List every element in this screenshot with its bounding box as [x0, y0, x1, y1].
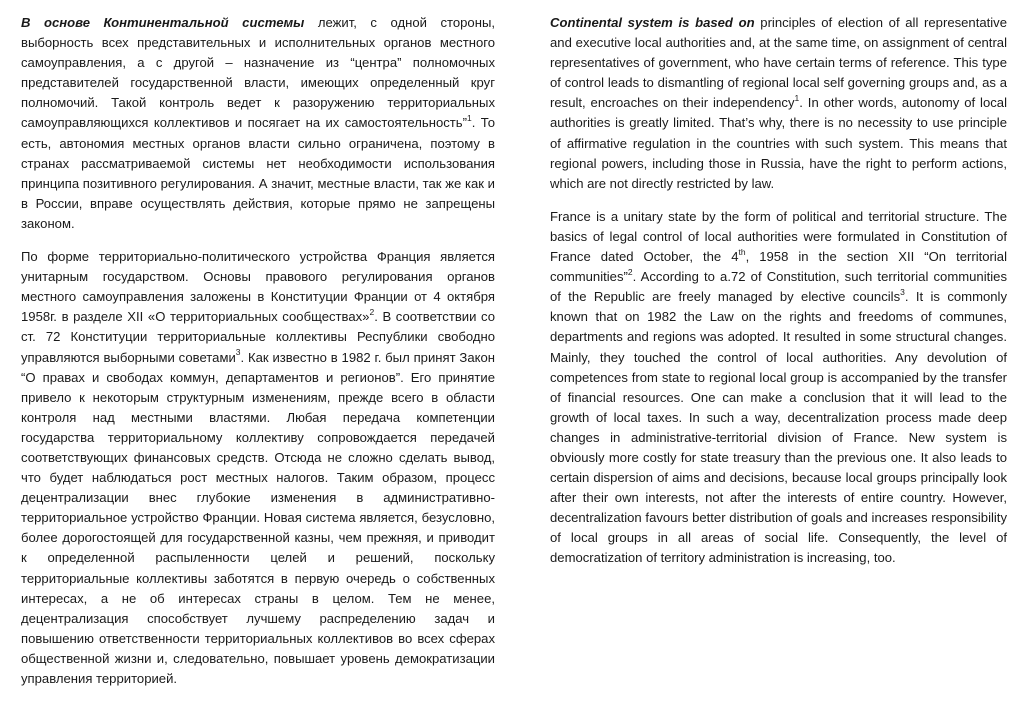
- ru-p2-part3: . Как известно в 1982 г. был принят Закон “О правах и свободах коммун, департаментов и регионов”. Его принятие привело к некоторым структурным изменениям, прежде всего в области контроля над местными властями. Любая передача компетенции государства территориальному коллективу сопровождается передачей соответствующих финансовых средств. Отсюда не сложно сделать вывод, что будет наблюдаться рост местных налогов. Таким образом, процесс децентрализации внес глубокие изменения в административно-территориальное устройство Франции. Новая система является, безусловно, более дорогостоящей для государственной казны, чем прежняя, и приводит к определенной распыленности целей и решений, поскольку территориальные коллективы заботятся в первую очередь о собственных интересах, а не об интересах страны в целом. Тем не менее, децентрализация способствует лучшему распределению задач и повышению ответственности территориальных коллективов во всех сферах общественной жизни и, следовательно, повышает уровень демократизации управления территорией.: [21, 349, 495, 686]
- en-p2-part4: . It is commonly known that on 1982 the Law on the rights and freedoms of communes, departments and regions was adopted. It resulted in some structural changes. Mainly, they touched the control of local authorities. Any devolution of competences from state to regional local group is accompanied by the transfer of financial resources. One can make a conclusion that it will lead to the growth of local taxes. In such a way, decentralization process made deep changes in administrative-territorial division of France. New system is obviously more costly for state treasury than the previous one. It also leads to certain dispersion of aims and decisions, because local groups principally look after their own interests, not after the interests of entire country. However, decentralization favours better distribution of goals and increases responsibility of local groups in all areas of social life. Consequently, the level of democratization of territory administration is increasing, too.: [550, 289, 1008, 566]
- ru-p1-tail: . То есть, автономия местных органов власти сильно ограничена, поэтому в странах рассматриваемой системы нет необходимости использования принципа позитивного регулирования. А значит, местные власти, так же как и в России, вправе осуществлять действия, которые прямо не запрещены законом.: [21, 115, 495, 231]
- en-p2-part3: . According to a.72 of Constitution, such territorial communities of the Republic are freely managed by elective councils: [550, 269, 1007, 305]
- en-p2-part1: France is a unitary state by the form of political and territorial structure. The basics of legal control of local authorities were formulated in Constitution of France dated October, the 4: [550, 208, 1007, 265]
- ru-p2-part2: . В соответствии со ст. 72 Конституции территориальные коллективы Республики свободно управляются выборными советами: [21, 309, 495, 365]
- english-column: [550, 13, 1007, 569]
- en-footnote-ref-1: 1: [794, 93, 800, 104]
- en-ordinal-suffix: th: [738, 246, 746, 257]
- ru-footnote-ref-2: 2: [369, 306, 375, 317]
- en-footnote-ref-3: 3: [900, 286, 905, 297]
- en-footnote-ref-2: 2: [627, 266, 633, 277]
- russian-column: [21, 13, 495, 689]
- ru-footnote-ref-3: 3: [235, 347, 241, 358]
- en-lead-phrase: Continental system is based on: [550, 15, 755, 30]
- en-paragraph-1: [550, 13, 1007, 194]
- en-p2-part2: , 1958 in the section XII “On territorial communities”: [550, 249, 1007, 285]
- ru-lead-phrase: В основе Континентальной системы: [21, 15, 305, 30]
- ru-p1-body: лежит, с одной стороны, выборность всех представительных и исполнительных органов местного самоуправления, а с другой – назначение из “центра” полномочных представителей государственной власти, имеющих определенный круг полномочий. Такой контроль ведет к разоружению территориальных самоуправляющихся коллективов и посягает на их самостоятельность”: [21, 15, 495, 131]
- en-p1-body: principles of election of all representative and executive local authorities and, at the same time, on assignment of central representatives of government, who have certain terms of reference. This type of control leads to dismantling of regional local self governing groups and, as a result, encroaches on their independency: [550, 15, 1008, 111]
- ru-paragraph-1: [21, 13, 495, 234]
- en-p1-tail: . In other words, autonomy of local authorities is greatly limited. That’s why, there is no necessity to use principle of affirmative regulation in the countries with such system. This means that regional powers, including those in Russia, have the right to perform actions, which are not directly restricted by law.: [550, 95, 1007, 191]
- ru-paragraph-2: [21, 247, 495, 689]
- ru-p2-part1: По форме территориально-политического устройства Франция является унитарным государством. Основы правового регулирования органов местного самоуправления заложены в Конституции Франции от 4 октября 1958г. в разделе XII «О территориальных сообществах»: [21, 249, 495, 325]
- ru-footnote-ref-1: 1: [466, 113, 472, 124]
- en-paragraph-2: [550, 207, 1007, 569]
